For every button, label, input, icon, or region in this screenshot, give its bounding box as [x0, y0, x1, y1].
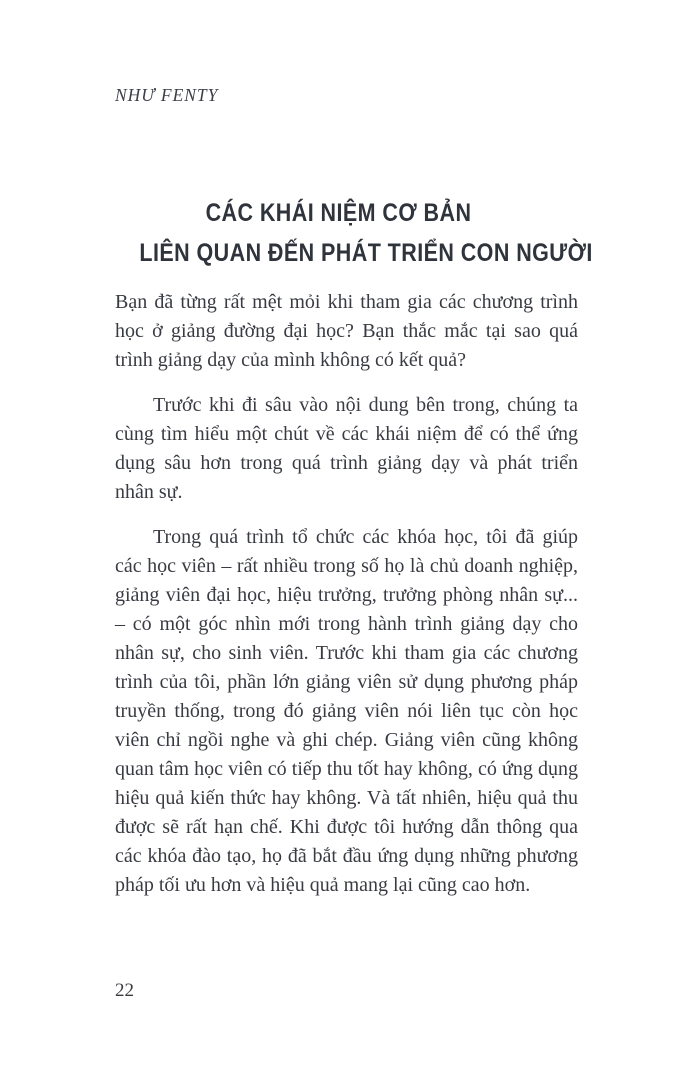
paragraph-2: Trước khi đi sâu vào nội dung bên trong, chúng ta cùng tìm hiểu một chút về các khái niệm để có thể ứng dụng sâu hơn trong quá trình giảng dạy và phát triển nhân sự.	[115, 394, 578, 503]
paragraph-1: Bạn đã từng rất mệt mỏi khi tham gia các chương trình học ở giảng đường đại học? Bạn thắc mắc tại sao quá trình giảng dạy của mình không có kết quả?	[115, 291, 578, 371]
chapter-title-line-1: CÁC KHÁI NIỆM CƠ BẢN	[205, 199, 472, 227]
chapter-title-line-2: LIÊN QUAN ĐẾN PHÁT TRIỂN CON NGƯỜI	[139, 239, 593, 267]
page-number: 22	[115, 980, 134, 1001]
running-header: NHƯ FENTY	[115, 85, 219, 105]
chapter-title	[107, 193, 593, 273]
paragraph-3: Trong quá trình tổ chức các khóa học, tôi đã giúp các học viên – rất nhiều trong số họ là chủ doanh nghiệp, giảng viên đại học, hiệu trưởng, trưởng phòng nhân sự... – có một góc nhìn mới trong hành trình giảng dạy cho nhân sự, cho sinh viên. Trước khi tham gia các chương trình của tôi, phần lớn giảng viên sử dụng phương pháp truyền thống, trong đó giảng viên nói liên tục còn học viên chỉ ngồi nghe và ghi chép. Giảng viên cũng không quan tâm học viên có tiếp thu tốt hay không, có ứng dụng hiệu quả kiến thức hay không. Và tất nhiên, hiệu quả thu được sẽ rất hạn chế. Khi được tôi hướng dẫn thông qua các khóa đào tạo, họ đã bắt đầu ứng dụng những phương pháp tối ưu hơn và hiệu quả mang lại cũng cao hơn.	[115, 526, 578, 896]
body-text	[115, 288, 578, 916]
